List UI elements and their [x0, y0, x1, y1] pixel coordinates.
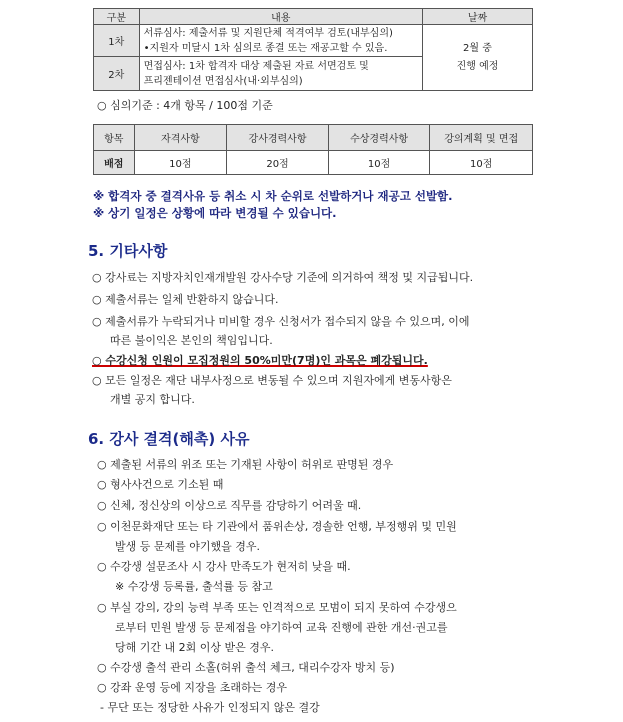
list-item-continued: 따른 불이익은 본인의 책임입니다. [110, 334, 273, 347]
table-header: 자격사항 [134, 125, 227, 151]
scoring-table [93, 124, 533, 175]
row-label: 1차 [94, 25, 140, 57]
list-item: ○ 제출서류가 누락되거나 미비할 경우 신청서가 접수되지 않을 수 있으며, 이에 [92, 315, 470, 328]
list-item: ○ 강사료는 지방자치인재개발원 강사수당 기준에 의거하여 책정 및 지급됩니다. [92, 271, 474, 284]
cell-line: 서류심사: 제출서류 및 지원단체 적격여부 검토(내부심의) [143, 27, 393, 39]
table-cell: 20점 [227, 151, 329, 175]
list-item: ○ 수강생 출석 관리 소홀(허위 출석 체크, 대리수강자 방치 등) [97, 661, 395, 674]
row-label: 배점 [94, 151, 135, 175]
table-cell [139, 25, 422, 57]
cell-line: 프리젠테이션 면접심사(내·외부심의) [143, 75, 303, 87]
cell-line: •지원자 미달시 1차 심의로 종결 또는 재공고할 수 있음. [143, 42, 388, 54]
cell-line: 면접심사: 1차 합격자 대상 제출된 자료 서면검토 및 [143, 60, 369, 72]
list-item: ○ 제출서류는 일체 반환하지 않습니다. [92, 293, 279, 306]
table-cell [139, 57, 422, 91]
row-label: 2차 [94, 57, 140, 91]
table-header: 항목 [94, 125, 135, 151]
list-item: ○ 강좌 운영 등에 지장을 초래하는 경우 [97, 681, 287, 694]
selection-process-table [93, 8, 533, 91]
table-header: 날짜 [422, 9, 532, 25]
table-cell: 10점 [328, 151, 430, 175]
list-item-continued: 당해 기간 내 2회 이상 받은 경우. [115, 641, 274, 654]
table-cell: 10점 [134, 151, 227, 175]
table-header: 구분 [94, 9, 140, 25]
list-item: ○ 형사사건으로 기소된 때 [97, 478, 224, 491]
date-cell [422, 25, 532, 91]
list-item: ○ 제출된 서류의 위조 또는 기재된 사항이 허위로 판명된 경우 [97, 458, 394, 471]
table-header: 강사경력사항 [227, 125, 329, 151]
list-item-continued: 로부터 민원 발생 등 문제점을 야기하여 교육 진행에 관한 개선·권고를 [115, 621, 448, 634]
list-item-continued: 개별 공지 합니다. [110, 393, 195, 406]
date-line: 진행 예정 [456, 60, 499, 72]
list-item: ○ 신체, 정신상의 이상으로 직무를 감당하기 어려울 때. [97, 499, 362, 512]
list-item-note: ※ 수강생 등록률, 출석률 등 참고 [115, 580, 273, 593]
criteria-text: ○ 심의기준 : 4개 항목 / 100점 기준 [97, 99, 273, 112]
list-item: ○ 수강생 설문조사 시 강사 만족도가 현저히 낮을 때. [97, 560, 351, 573]
table-header: 내용 [139, 9, 422, 25]
list-item: ○ 부실 강의, 강의 능력 부족 또는 인격적으로 모범이 되지 못하여 수강생으 [97, 601, 457, 614]
list-item: ○ 이천문화재단 또는 타 기관에서 품위손상, 경솔한 언행, 부정행위 및 민원 [97, 520, 457, 533]
table-cell: 10점 [430, 151, 533, 175]
note-line: ※ 상기 일정은 상황에 따라 변경될 수 있습니다. [93, 206, 337, 220]
table-header: 강의계획 및 면접 [430, 125, 533, 151]
section-title: 5. 기타사항 [88, 242, 168, 260]
list-item: ○ 모든 일정은 재단 내부사정으로 변동될 수 있으며 지원자에게 변동사항은 [92, 374, 452, 387]
list-item-emphasis: ○ 수강신청 인원이 모집정원의 50%미만(7명)인 과목은 폐강됩니다. [92, 354, 428, 367]
list-item-continued: 발생 등 문제를 야기했을 경우. [115, 540, 260, 553]
table-header: 수상경력사항 [328, 125, 430, 151]
note-line: ※ 합격자 중 결격사유 등 취소 시 차 순위로 선발하거나 재공고 선발함. [93, 189, 453, 203]
date-line: 2월 중 [463, 42, 492, 54]
list-item-sub: - 무단 또는 정당한 사유가 인정되지 않은 결강 [100, 701, 320, 714]
section-title: 6. 강사 결격(해촉) 사유 [88, 430, 250, 448]
